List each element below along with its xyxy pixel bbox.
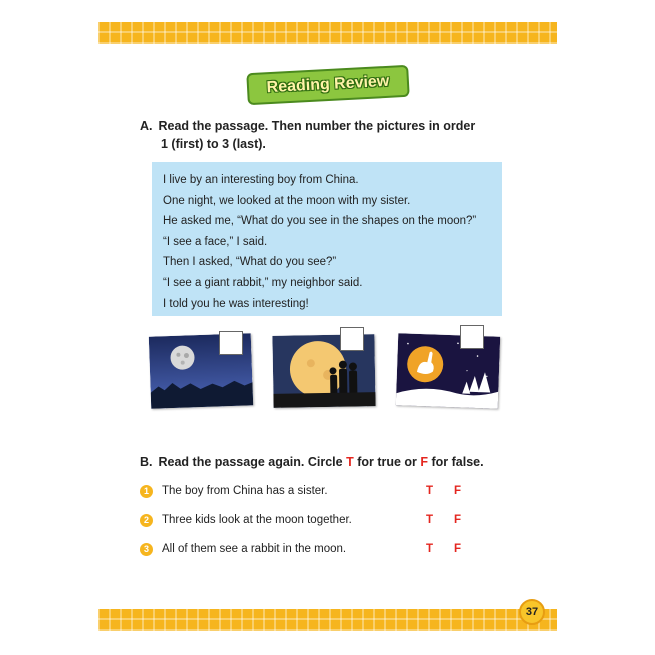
statement-text: Three kids look at the moon together. bbox=[162, 514, 352, 526]
passage-line: Then I asked, “What do you see?” bbox=[163, 256, 337, 269]
statement-row bbox=[140, 483, 328, 499]
statement-text: All of them see a rabbit in the moon. bbox=[162, 543, 347, 555]
answer-box-picture-2[interactable] bbox=[340, 327, 364, 351]
true-option[interactable]: T bbox=[426, 485, 434, 497]
section-a-line1: Read the passage. Then number the pictures in order bbox=[158, 119, 476, 133]
section-a-instruction bbox=[140, 119, 475, 133]
top-decorative-band bbox=[98, 22, 557, 44]
statement-number: 2 bbox=[140, 514, 153, 527]
section-b-text-1: Read the passage again. Circle bbox=[158, 455, 347, 469]
true-option[interactable]: T bbox=[426, 514, 434, 526]
false-option[interactable]: F bbox=[454, 514, 462, 526]
passage-line: I told you he was interesting! bbox=[163, 297, 309, 310]
section-b-marker: B. bbox=[140, 455, 153, 469]
banner-title: Reading Review bbox=[266, 72, 390, 97]
false-option[interactable]: F bbox=[454, 543, 462, 555]
passage-line: “I see a giant rabbit,” my neighbor said. bbox=[163, 276, 363, 289]
statement-row bbox=[140, 541, 346, 557]
passage-line: “I see a face,” I said. bbox=[163, 235, 268, 248]
false-option[interactable]: F bbox=[454, 485, 462, 497]
section-b-text-3: for false. bbox=[428, 455, 484, 469]
section-a-instruction-line2: 1 (first) to 3 (last). bbox=[161, 137, 266, 151]
passage-line: He asked me, “What do you see in the shapes on the moon?” bbox=[163, 215, 477, 228]
statement-row bbox=[140, 512, 352, 528]
section-a-marker: A. bbox=[140, 119, 153, 133]
true-option[interactable]: T bbox=[426, 543, 434, 555]
passage-line: I live by an interesting boy from China. bbox=[163, 174, 359, 186]
passage-line: One night, we looked at the moon with my sister. bbox=[163, 194, 411, 207]
section-b-text-2: for true or bbox=[353, 455, 421, 469]
passage-box bbox=[152, 162, 502, 316]
section-b-instruction bbox=[140, 455, 484, 469]
section-b-t-letter: T bbox=[346, 455, 354, 469]
statement-number: 1 bbox=[140, 485, 153, 498]
statement-number: 3 bbox=[140, 543, 153, 556]
answer-box-picture-1[interactable] bbox=[219, 331, 243, 355]
answer-box-picture-3[interactable] bbox=[460, 325, 484, 349]
picture-rabbit-moon bbox=[396, 333, 500, 409]
section-banner bbox=[246, 65, 409, 105]
section-b-f-letter: F bbox=[420, 455, 429, 469]
page-number: 37 bbox=[519, 599, 545, 625]
bottom-decorative-band bbox=[98, 609, 557, 631]
statement-text: The boy from China has a sister. bbox=[162, 485, 328, 497]
